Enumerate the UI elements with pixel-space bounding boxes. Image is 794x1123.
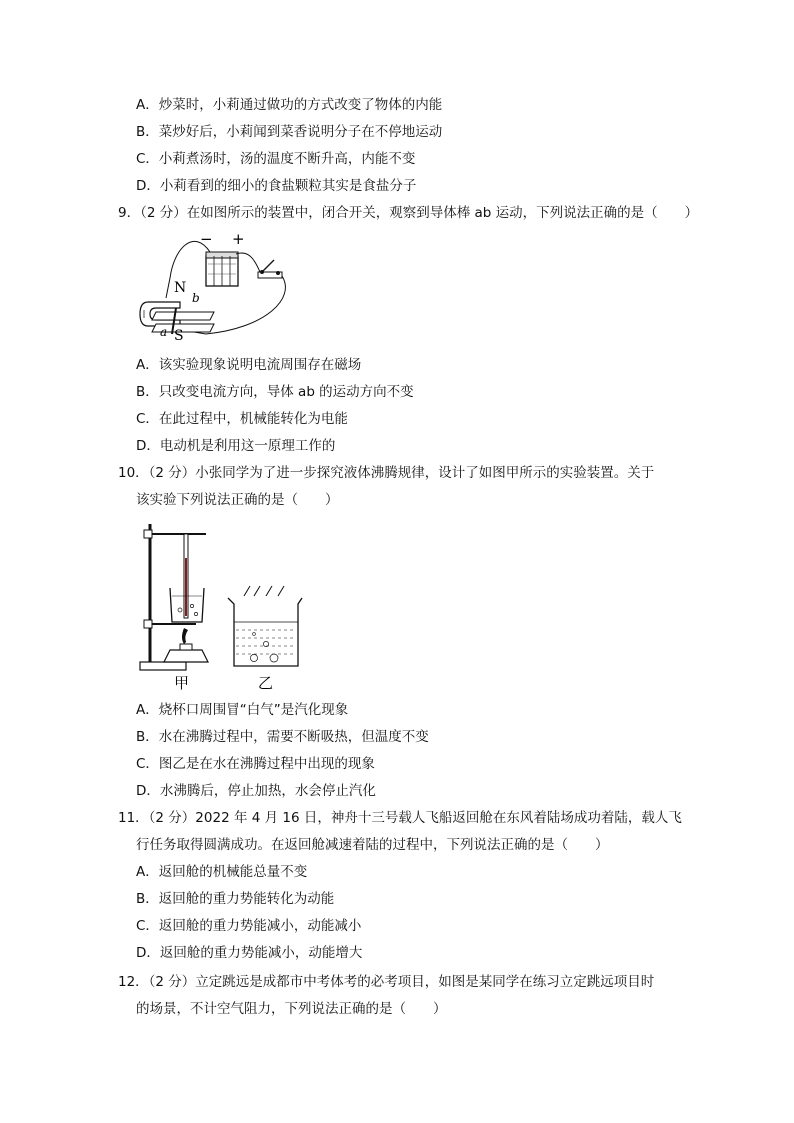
beaker-yi-icon <box>228 586 302 666</box>
q9-stem: 9．（2 分）在如图所示的装置中，闭合开关，观察到导体棒 ab 运动，下列说法正确的是（ ） <box>118 205 699 221</box>
q9-option-c: C．在此过程中，机械能转化为电能 <box>136 411 348 427</box>
battery-minus-label: − <box>200 230 213 248</box>
q11-stem-line1: 11．（2 分）2022 年 4 月 16 日，神舟十三号载人飞船返回舱在东风着陆场成功着陆，载人飞 <box>118 810 682 826</box>
q9-option-b: B．只改变电流方向，导体 ab 的运动方向不变 <box>136 384 414 400</box>
q10-boiling-figure <box>136 518 306 696</box>
thermometer-icon <box>184 534 188 618</box>
q10-stem-line1: 10．（2 分）小张同学为了进一步探究液体沸腾规律，设计了如图甲所示的实验装置。关于 <box>118 465 655 481</box>
q11-stem-line2: 行任务取得圆满成功。在返回舱减速着陆的过程中，下列说法正确的是（ ） <box>136 837 609 853</box>
alcohol-lamp-icon <box>164 628 208 662</box>
figure-yi-label: 乙 <box>258 674 274 692</box>
q10-option-a: A．烧杯口周围冒“白气”是汽化现象 <box>136 702 349 718</box>
figure-jia-label: 甲 <box>174 674 190 692</box>
switch-icon <box>258 260 282 278</box>
battery-plus-label: + <box>232 230 245 248</box>
q9-motor-circuit-figure <box>136 228 306 346</box>
q10-stem-line2: 该实验下列说法正确的是（ ） <box>136 492 339 508</box>
q11-option-b: B．返回舱的重力势能转化为动能 <box>136 891 335 907</box>
iron-stand-icon <box>140 524 206 670</box>
rod-end-a-label: a <box>160 325 168 339</box>
q8-option-c: C．小莉煮汤时，汤的温度不断升高，内能不变 <box>136 151 416 167</box>
q10-option-b: B．水在沸腾过程中，需要不断吸热，但温度不变 <box>136 729 429 745</box>
q8-option-a: A．炒菜时，小莉通过做功的方式改变了物体的内能 <box>136 97 443 113</box>
q8-option-b: B．菜炒好后，小莉闻到菜香说明分子在不停地运动 <box>136 124 443 140</box>
rod-end-b-label: b <box>192 291 200 305</box>
q10-option-d: D．水沸腾后，停止加热，水会停止汽化 <box>136 783 376 799</box>
q11-option-c: C．返回舱的重力势能减小，动能减小 <box>136 918 362 934</box>
q8-option-d: D．小莉看到的细小的食盐颗粒其实是食盐分子 <box>136 178 417 194</box>
q12-stem-line1: 12．（2 分）立定跳远是成都市中考体考的必考项目，如图是某同学在练习立定跳远项目时 <box>118 974 655 990</box>
q12-stem-line2: 的场景，不计空气阻力，下列说法正确的是（ ） <box>136 1001 447 1017</box>
q11-option-a: A．返回舱的机械能总量不变 <box>136 864 308 880</box>
magnet-s-label: S <box>174 328 184 344</box>
q10-option-c: C．图乙是在水在沸腾过程中出现的现象 <box>136 756 375 772</box>
magnet-n-label: N <box>174 280 187 296</box>
q9-option-a: A．该实验现象说明电流周围存在磁场 <box>136 357 362 373</box>
battery-icon <box>206 252 238 286</box>
q11-option-d: D．返回舱的重力势能减小，动能增大 <box>136 945 363 961</box>
q9-option-d: D．电动机是利用这一原理工作的 <box>136 438 336 454</box>
